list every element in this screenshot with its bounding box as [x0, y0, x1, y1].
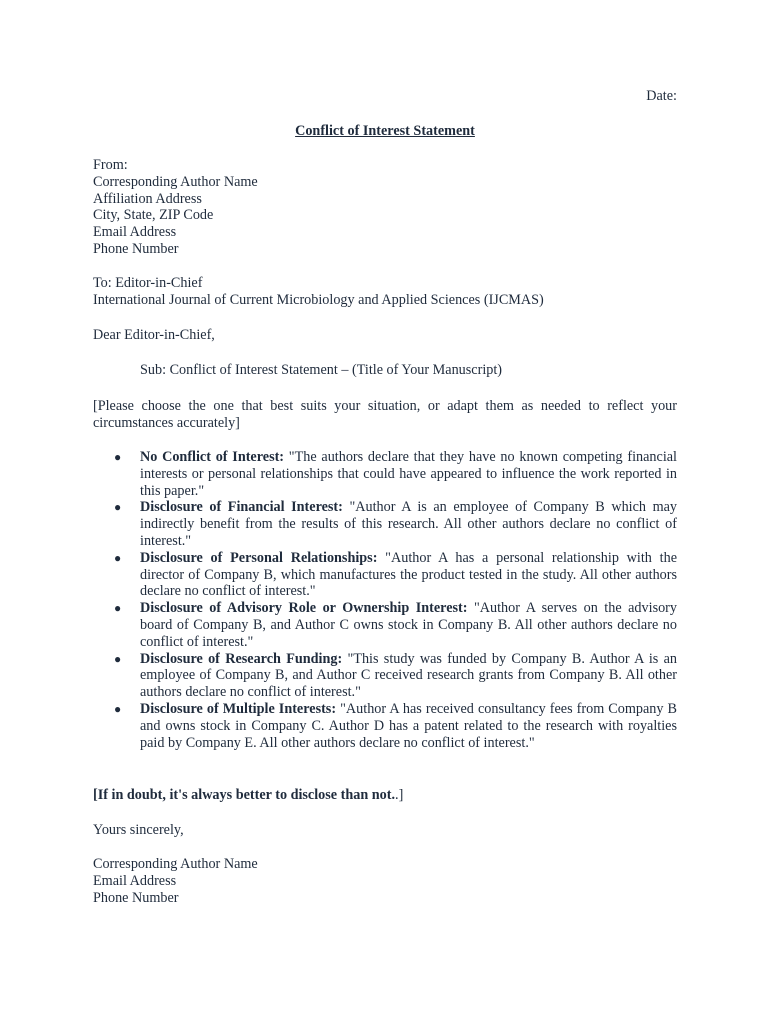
option-text: "Author A has received consultancy fees from Company B and owns stock in Company C. Author D has a patent related to the research with royalties paid by Company E. All other authors declare no conflict of interest."	[140, 700, 678, 751]
option-item-research-funding	[93, 651, 677, 701]
from-author-name: Corresponding Author Name	[93, 173, 258, 190]
signature-email-address: Email Address	[93, 872, 177, 889]
subject-line: Sub: Conflict of Interest Statement – (Title of Your Manuscript)	[140, 362, 503, 378]
bullet-icon: ●	[114, 601, 122, 616]
option-item-multiple-interests	[93, 701, 677, 751]
to-block	[93, 275, 677, 309]
from-block	[93, 157, 677, 258]
signature-block	[93, 856, 677, 906]
option-item-financial-interest	[93, 499, 677, 549]
from-affiliation-address: Affiliation Address	[93, 190, 202, 207]
salutation: Dear Editor-in-Chief,	[93, 327, 215, 343]
bullet-icon: ●	[114, 450, 122, 464]
advice-tail: .]	[395, 787, 404, 803]
bullet-icon: ●	[114, 550, 122, 565]
from-email-address: Email Address	[93, 224, 177, 241]
option-text: "The authors declare that they have no known competing financial interests or personal relationships that could have appeared to influence the work reported in this paper."	[140, 449, 678, 499]
option-label: Disclosure of Personal Relationships:	[140, 549, 378, 566]
signature-phone-number: Phone Number	[93, 889, 179, 906]
bullet-icon: ●	[114, 651, 122, 666]
from-label: From:	[93, 157, 128, 173]
option-item-advisory-role	[93, 600, 677, 650]
option-text: "Author A has a personal relationship with the director of Company B, which manufactures the product tested in the study. All other authors declare no conflict of interest."	[140, 549, 677, 600]
option-text: "Author A serves on the advisory board of Company B, and Author C owns stock in Company B. All other authors declare no conflict of interest."	[140, 600, 677, 650]
to-recipient: To: Editor-in-Chief	[93, 275, 203, 291]
from-phone-number: Phone Number	[93, 240, 179, 257]
option-text: "Author A is an employee of Company B which may indirectly benefit from the results of this research. All other authors declare no conflict of interest."	[140, 499, 678, 549]
option-label: No Conflict of Interest:	[140, 449, 285, 465]
option-text: "This study was funded by Company B. Author A is an employee of Company B, and Author C received research grants from Company B. All other authors declare no conflict of interest."	[140, 650, 678, 701]
option-label: Disclosure of Research Funding:	[140, 650, 343, 667]
date-label: Date:	[646, 88, 677, 104]
option-item-personal-relationships	[93, 550, 677, 600]
option-item-no-conflict	[93, 449, 677, 499]
closing-line: Yours sincerely,	[93, 822, 184, 838]
bullet-icon: ●	[114, 500, 122, 515]
instruction-note: [Please choose the one that best suits your situation, or adapt them as needed to reflect your circumstances accurately]	[93, 398, 677, 431]
from-city-state-zip: City, State, ZIP Code	[93, 207, 214, 224]
option-label: Disclosure of Advisory Role or Ownership Interest:	[140, 600, 468, 617]
declaration-options-list	[93, 449, 677, 751]
option-label: Disclosure of Financial Interest:	[140, 499, 343, 516]
document-title: Conflict of Interest Statement	[295, 123, 475, 139]
advice-bold-text: [If in doubt, it's always better to disclose than not.	[93, 787, 396, 803]
to-journal: International Journal of Current Microbiology and Applied Sciences (IJCMAS)	[93, 291, 544, 308]
bullet-icon: ●	[114, 701, 122, 716]
disclosure-advice	[93, 787, 677, 804]
signature-author-name: Corresponding Author Name	[93, 856, 258, 872]
option-label: Disclosure of Multiple Interests:	[140, 700, 337, 717]
